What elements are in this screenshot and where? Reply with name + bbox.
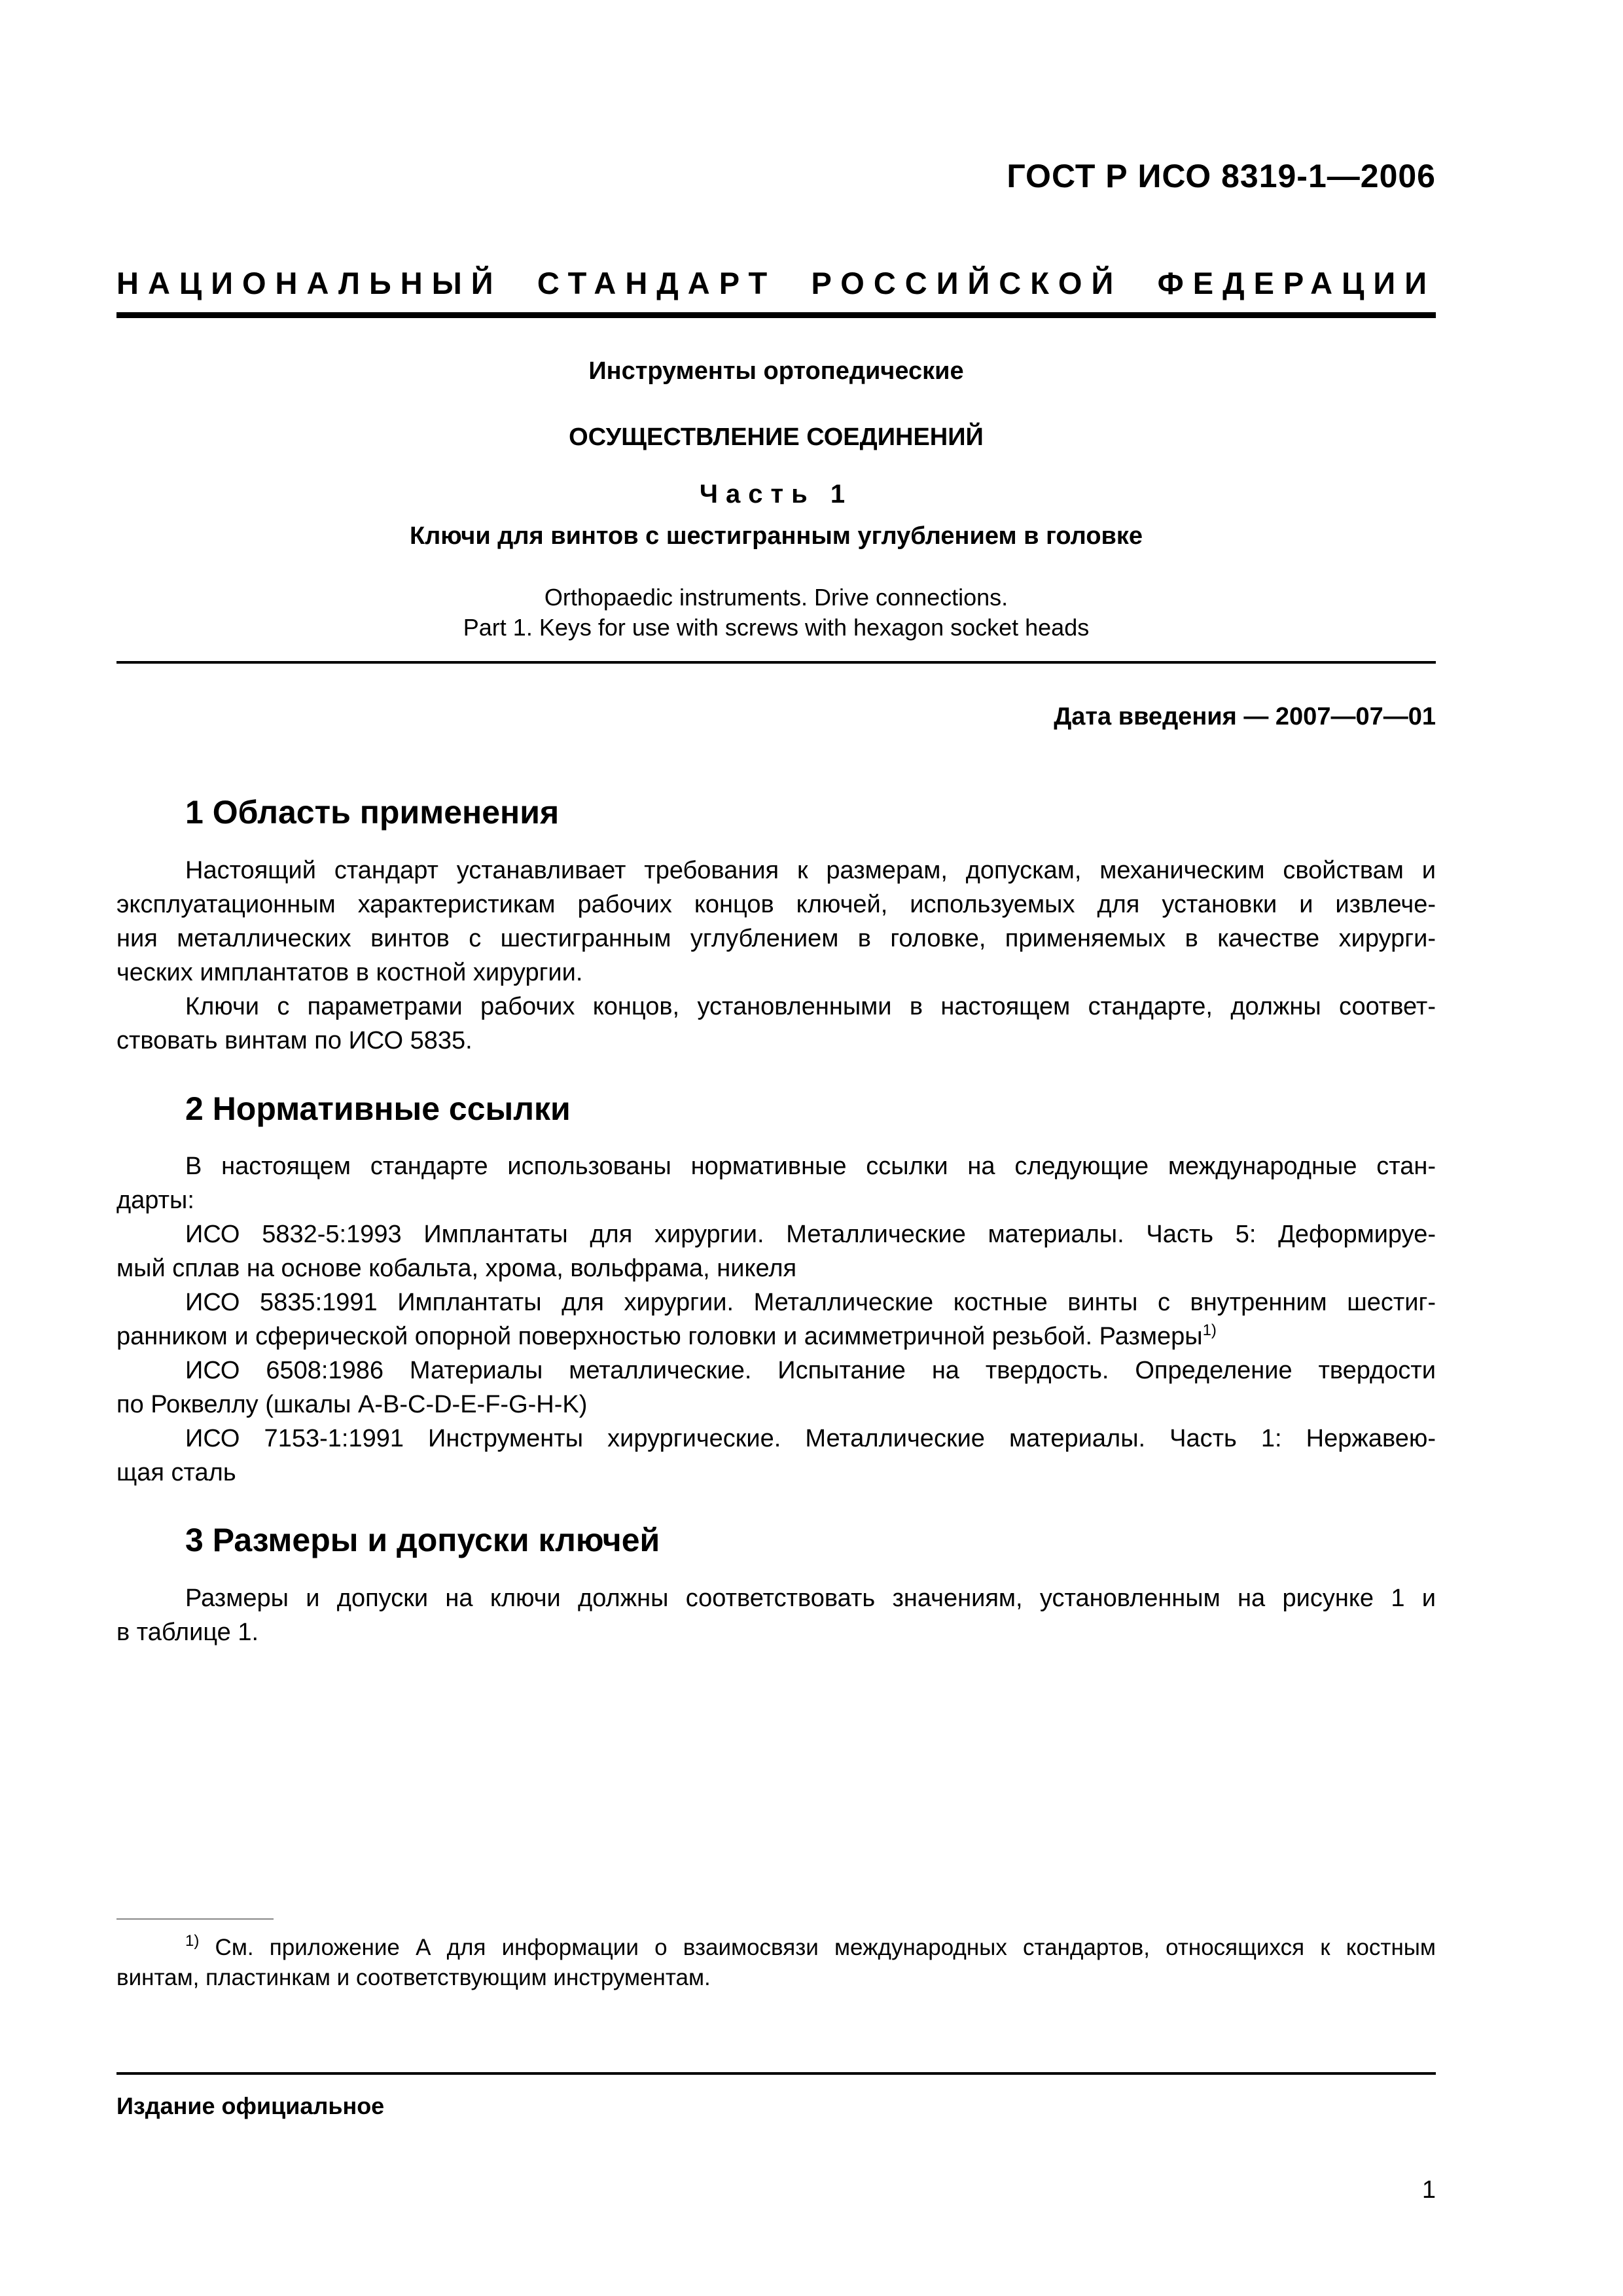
section-2-title: 2 Нормативные ссылки <box>185 1090 571 1127</box>
section-1-line: Ключи с параметрами рабочих концов, установленными в настоящем стандарте, должны соответ- <box>185 993 1436 1020</box>
english-title-line-2: Part 1. Keys for use with screws with hexagon socket heads <box>463 614 1090 641</box>
edition-label: Издание официальное <box>116 2092 385 2119</box>
section-2-line-with-footnote <box>116 1319 1436 1354</box>
section-2-line: ИСО 5835:1991 Имплантаты для хирургии. Металлические костные винты с внутренним шестиг- <box>185 1289 1436 1316</box>
footnote-line-1 <box>116 1933 1436 1963</box>
footnote-text: См. приложение А для информации о взаимосвязи международных стандартов, относящихся к костным <box>215 1935 1436 1960</box>
section-2-line: ИСО 6508:1986 Материалы металлические. Испытание на твердость. Определение твердости <box>185 1357 1436 1384</box>
section-3-line: Размеры и допуски на ключи должны соответствовать значениям, установленным на рисунке 1 и <box>185 1585 1436 1612</box>
section-3-line: в таблице 1. <box>116 1619 259 1646</box>
footnote-rule <box>116 1918 274 1920</box>
section-1-line: эксплуатационным характеристикам рабочих концов ключей, используемых для установки и извлече- <box>116 891 1436 918</box>
section-1-line: ствовать винтам по ИСО 5835. <box>116 1027 473 1054</box>
title-line-1: Инструменты ортопедические <box>588 357 964 385</box>
page-number: 1 <box>1421 2176 1436 2204</box>
title-subtitle: Ключи для винтов с шестигранным углублением в головке <box>409 522 1143 550</box>
national-standard-heading: НАЦИОНАЛЬНЫЙ СТАНДАРТ РОССИЙСКОЙ ФЕДЕРАЦИИ <box>116 266 1436 300</box>
header-rule <box>116 312 1436 318</box>
english-title-line-1: Orthopaedic instruments. Drive connections. <box>544 584 1008 611</box>
section-1-title: 1 Область применения <box>185 794 560 831</box>
section-1-line: Настоящий стандарт устанавливает требования к размерам, допускам, механическим свойствам и <box>185 857 1436 884</box>
footnote-reference: 1) <box>1202 1321 1217 1339</box>
section-2-line: В настоящем стандарте использованы нормативные ссылки на следующие международные стан- <box>185 1153 1436 1180</box>
footnote-line-2: винтам, пластинкам и соответствующим инструментам. <box>116 1965 711 1990</box>
footer-rule <box>116 2072 1436 2075</box>
section-1-line: ческих имплантатов в костной хирургии. <box>116 959 583 986</box>
title-part: Часть 1 <box>699 480 853 509</box>
section-2-line: по Роквеллу (шкалы A-B-C-D-E-F-G-H-K) <box>116 1391 588 1418</box>
section-2-line: ИСО 7153-1:1991 Инструменты хирургические. Металлические материалы. Часть 1: Нержавею- <box>185 1425 1436 1452</box>
footnote-mark: 1) <box>185 1932 200 1950</box>
section-2-line: ИСО 5832-5:1993 Имплантаты для хирургии. Металлические материалы. Часть 5: Деформируе- <box>185 1221 1436 1248</box>
section-1-line: ния металлических винтов с шестигранным углублением в головке, применяемых в качестве хирурги- <box>116 925 1436 952</box>
section-2-line: щая сталь <box>116 1459 236 1486</box>
section-2-line-text: ранником и сферической опорной поверхностью головки и асимметричной резьбой. Размеры <box>116 1323 1203 1350</box>
title-line-2: ОСУЩЕСТВЛЕНИЕ СОЕДИНЕНИЙ <box>569 423 984 451</box>
intro-date: Дата введения — 2007—07—01 <box>1054 703 1436 730</box>
section-2-line: мый сплав на основе кобальта, хрома, вольфрама, никеля <box>116 1255 797 1282</box>
section-3-title: 3 Размеры и допуски ключей <box>185 1522 660 1558</box>
title-rule <box>116 661 1436 664</box>
document-page <box>116 0 1436 2296</box>
section-2-line: дарты: <box>116 1187 194 1214</box>
document-code: ГОСТ Р ИСО 8319-1—2006 <box>1007 158 1436 194</box>
